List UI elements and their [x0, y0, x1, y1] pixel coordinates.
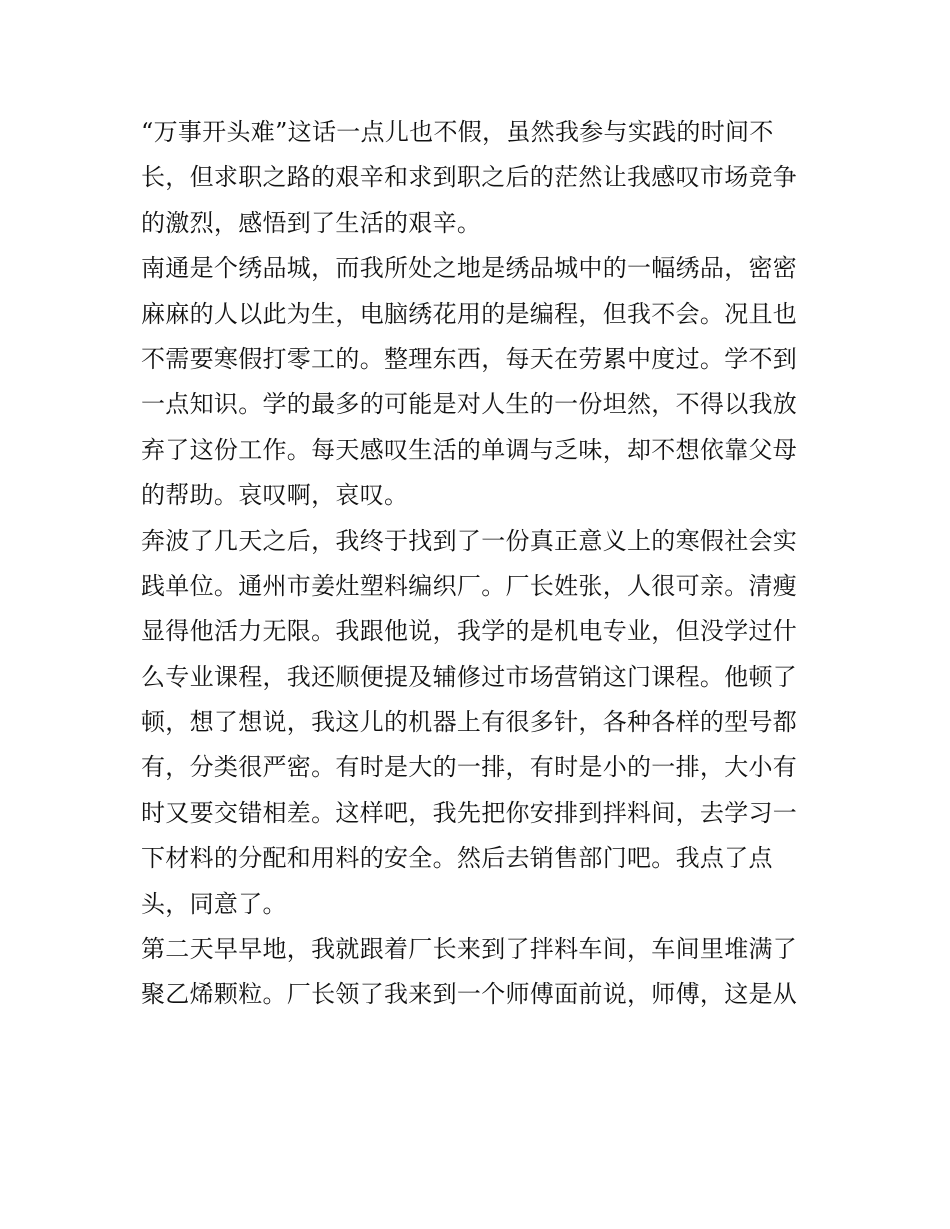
text-line: 一点知识。学的最多的可能是对人生的一份坦然，不得以我放: [141, 390, 798, 419]
text-line: 聚乙烯颗粒。厂长领了我来到一个师傅面前说，师傅，这是从: [141, 980, 798, 1009]
text-line: 不需要寒假打零工的。整理东西，每天在劳累中度过。学不到: [141, 344, 798, 373]
text-line: 显得他活力无限。我跟他说，我学的是机电专业，但没学过什: [141, 617, 798, 646]
text-line: 顿，想了想说，我这儿的机器上有很多针，各种各样的型号都: [141, 708, 798, 737]
document-body: [141, 110, 813, 1018]
text-line: “万事开头难”这话一点儿也不假，虽然我参与实践的时间不: [141, 118, 774, 146]
text-line: 么专业课程，我还顺便提及辅修过市场营销这门课程。他顿了: [141, 662, 798, 691]
text-line: 第二天早早地，我就跟着厂长来到了拌料车间，车间里堆满了: [141, 935, 798, 964]
text-line: 南通是个绣品城，而我所处之地是绣品城中的一幅绣品，密密: [141, 254, 798, 283]
text-line: 长，但求职之路的艰辛和求到职之后的茫然让我感叹市场竞争: [141, 163, 798, 192]
text-line: 有，分类很严密。有时是大的一排，有时是小的一排，大小有: [141, 753, 798, 782]
text-line: 的帮助。哀叹啊，哀叹。: [141, 481, 409, 510]
text-line: 弃了这份工作。每天感叹生活的单调与乏味，却不想依靠父母: [141, 435, 798, 464]
text-line: 麻麻的人以此为生，电脑绣花用的是编程，但我不会。况且也: [141, 299, 798, 328]
text-line: 的激烈，感悟到了生活的艰辛。: [141, 208, 482, 237]
text-line: 时又要交错相差。这样吧，我先把你安排到拌料间，去学习一: [141, 798, 798, 827]
text-line: 奔波了几天之后，我终于找到了一份真正意义上的寒假社会实: [141, 526, 798, 555]
text-line: 践单位。通州市姜灶塑料编织厂。厂长姓张，人很可亲。清瘦: [141, 571, 798, 600]
text-line: 头，同意了。: [141, 889, 287, 918]
text-line: 下材料的分配和用料的安全。然后去销售部门吧。我点了点: [141, 844, 773, 873]
